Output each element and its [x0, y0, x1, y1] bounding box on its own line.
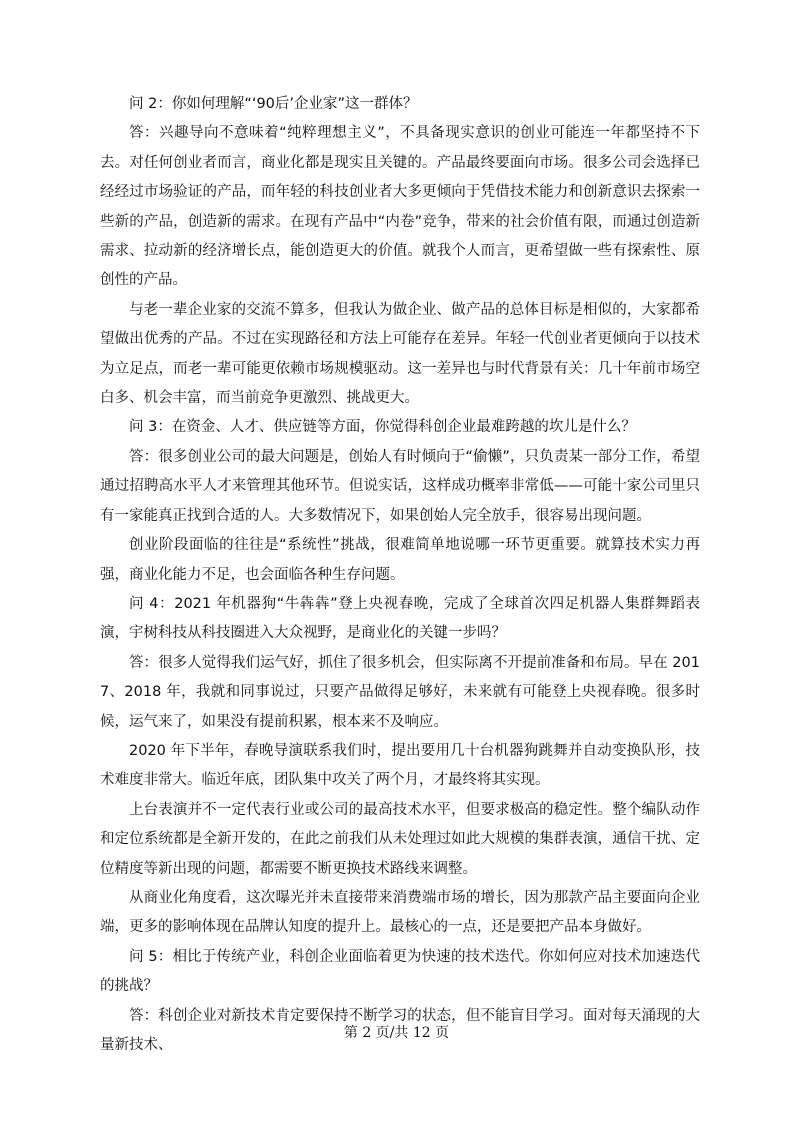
question-3: 问 3：在资金、人才、供应链等方面，你觉得科创企业最难跨越的坎儿是什么？ — [129, 419, 636, 436]
answer-5-part-1: 答：科创企业对新技术肯定要保持不断学习的状态，但不能盲目学习。面对每天涌现的大量新技术、 — [100, 1007, 700, 1053]
answer-4-part-2: 2020 年下半年，春晚导演联系我们时，提出要用几十台机器狗跳舞并自动变换队形，技术难度非常大。临近年底，团队集中攻关了两个月，才最终将其实现。 — [100, 742, 700, 789]
answer-4-part-1: 答：很多人觉得我们运气好，抓住了很多机会，但实际离不开提前准备和布局。早在 2017、2018 年，我就和同事说过，只要产品做得足够好，未来就有可能登上央视春晚。很多时候，运气来了，如果没有提前积累，根本来不及响应。 — [100, 654, 700, 730]
answer-2-part-2: 与老一辈企业家的交流不算多，但我认为做企业、做产品的总体目标是相似的，大家都希望做出优秀的产品。不过在实现路径和方法上可能存在差异。年轻一代创业者更倾向于以技术为立足点，而老一辈可能更依赖市场规模驱动。这一差异也与时代背景有关：几十年前市场空白多、机会丰富，而当前竞争更激烈、挑战更大。 — [100, 301, 700, 407]
answer-3-part-2: 创业阶段面临的往往是“系统性”挑战，很难简单地说哪一环节更重要。就算技术实力再强，商业化能力不足，也会面临各种生存问题。 — [100, 537, 700, 583]
article-body — [100, 90, 700, 1060]
question-2: 问 2：你如何理解“‘90后’企业家”这一群体？ — [129, 96, 418, 112]
answer-2-part-1: 答：兴趣导向不意味着“纯粹理想主义”，不具备现实意识的创业可能连一年都坚持不下去。对任何创业者而言，商业化都是现实且关键的。产品最终要面向市场。很多公司会选择已经经过市场验证的产品，而年轻的科技创业者大多更倾向于凭借技术能力和创新意识去探索一些新的产品，创造新的需求。在现有产品中“内卷”竞争，带来的社会价值有限，而通过创造新需求、拉动新的经济增长点，能创造更大的价值。就我个人而言，更希望做一些有探索性、原创性的产品。 — [100, 125, 700, 289]
question-4: 问 4：2021 年机器狗“牛犇犇”登上央视春晚，完成了全球首次四足机器人集群舞蹈表演，宇树科技从科技圈进入大众视野，是商业化的关键一步吗？ — [100, 595, 700, 642]
page-number-footer: 第 2 页/共 12 页 — [343, 1025, 450, 1041]
answer-4-part-4: 从商业化角度看，这次曝光并未直接带来消费端市场的增长，因为那款产品主要面向企业端，更多的影响体现在品牌认知度的提升上。最核心的一点，还是要把产品本身做好。 — [100, 889, 700, 936]
question-5: 问 5：相比于传统产业，科创企业面临着更为快速的技术迭代。你如何应对技术加速迭代的挑战？ — [100, 948, 700, 995]
answer-4-part-3: 上台表演并不一定代表行业或公司的最高技术水平，但要求极高的稳定性。整个编队动作和定位系统都是全新开发的，在此之前我们从未处理过如此大规模的集群表演，通信干扰、定位精度等新出现的问题，都需要不断更换技术路线来调整。 — [100, 801, 700, 877]
answer-3-part-1: 答：很多创业公司的最大问题是，创始人有时倾向于“偷懒”，只负责某一部分工作，希望通过招聘高水平人才来管理其他环节。但说实话，这样成功概率非常低——可能十家公司里只有一家能真正找到合适的人。大多数情况下，如果创始人完全放手，很容易出现问题。 — [100, 448, 700, 524]
